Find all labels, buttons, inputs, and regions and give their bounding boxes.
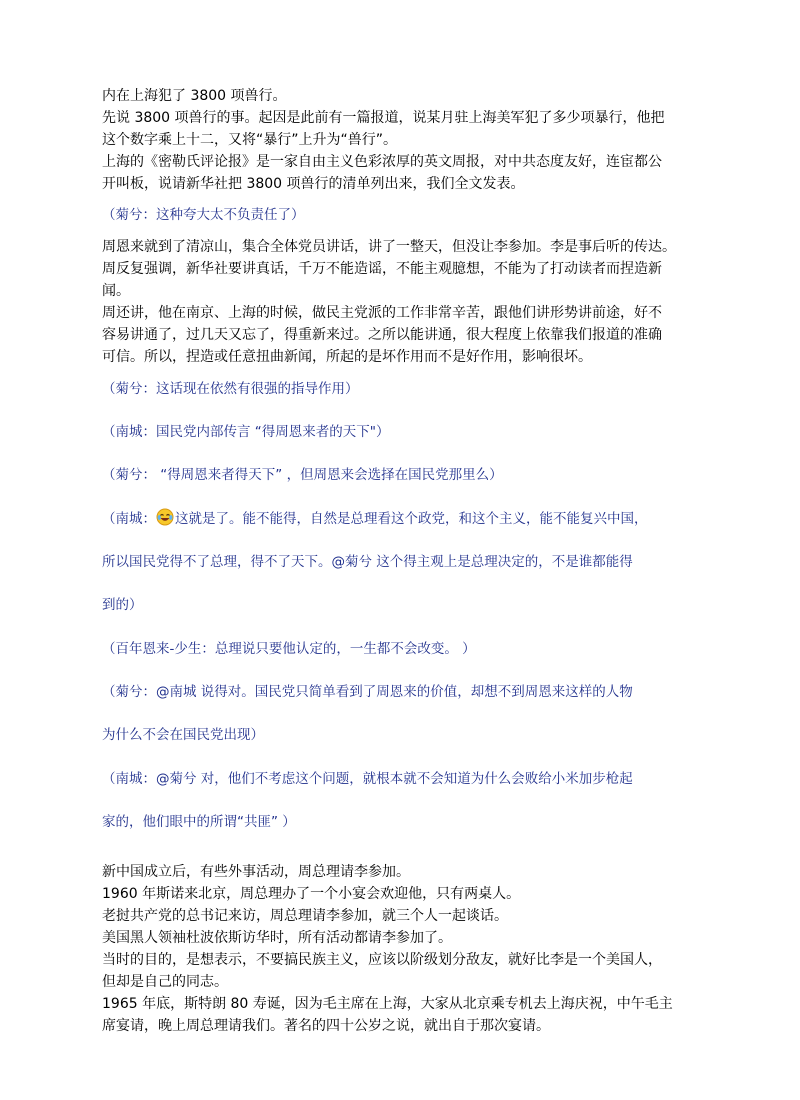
text-line: 上海的《密勒氏评论报》是一家自由主义色彩浓厚的英文周报，对中共态度友好，连宦都公: [102, 154, 662, 170]
comment-continuation: 家的，他们眼中的所谓“共匪” ）: [102, 814, 296, 830]
text-line: 1960 年斯诺来北京，周总理办了一个小宴会欢迎他，只有两桌人。: [102, 886, 521, 902]
text-line: 闻。: [102, 283, 130, 299]
text-line: 周反复强调，新华社要讲真话，千万不能造谣，不能主观臆想，不能为了打动读者而捏造新: [102, 261, 662, 277]
paragraph-3800-atrocities: [102, 85, 692, 195]
reader-comment: （南城：@菊兮 对，他们不考虑这个问题，就根本就不会知道为什么会败给小米加步枪起: [102, 771, 633, 787]
text-line: 美国黑人领袖杜波依斯访华时，所有活动都请李参加了。: [102, 930, 452, 946]
text-line: 老挝共产党的总书记来访，周总理请李参加，就三个人一起谈话。: [102, 908, 508, 924]
comment-continuation: 到的）: [102, 597, 143, 613]
comment-text: 这就是了。能不能得，自然是总理看这个政党，和这个主义，能不能复兴中国，: [175, 511, 648, 527]
text-line: 先说 3800 项兽行的事。起因是此前有一篇报道，说某月驻上海美军犯了多少项暴行，他把: [102, 110, 665, 126]
text-line: 周还讲，他在南京、上海的时候，做民主党派的工作非常辛苦，跟他们讲形势讲前途，好不: [102, 305, 662, 321]
reader-comment: （菊兮： “得周恩来者得天下” ，但周恩来会选择在国民党那里么）: [102, 467, 503, 483]
reader-comment: （菊兮：这种夸大太不负责任了）: [102, 207, 305, 223]
comment-continuation: 为什么不会在国民党出现）: [102, 727, 264, 743]
laughing-tears-emoji-icon: [156, 508, 174, 526]
text-line: 1965 年底，斯特朗 80 寿诞，因为毛主席在上海，大家从北京乘专机去上海庆祝，中午毛主: [102, 996, 673, 1012]
paragraph-zhou-speech: [102, 236, 692, 368]
reader-comment: [102, 508, 692, 530]
text-line: 新中国成立后，有些外事活动，周总理请李参加。: [102, 864, 410, 880]
reader-comment: （菊兮：@南城 说得对。国民党只简单看到了周恩来的价值，却想不到周恩来这样的人物: [102, 684, 633, 700]
text-line: 但却是自己的同志。: [102, 974, 228, 990]
reader-comment: （百年恩来-少生：总理说只要他认定的，一生都不会改变。 ）: [102, 641, 476, 657]
text-line: 容易讲通了，过几天又忘了，得重新来过。之所以能讲通，很大程度上依靠我们报道的准确: [102, 327, 662, 343]
text-line: 当时的目的，是想表示，不要搞民族主义，应该以阶级划分敌友，就好比李是一个美国人，: [102, 952, 662, 968]
text-line: 周恩来就到了清凉山，集合全体党员讲话，讲了一整天，但没让李参加。李是事后听的传达。: [102, 239, 676, 255]
comment-continuation: 所以国民党得不了总理，得不了天下。@菊兮 这个得主观上是总理决定的，不是谁都能得: [102, 554, 633, 570]
text-line: 内在上海犯了 3800 项兽行。: [102, 88, 287, 104]
text-line: 开叫板，说请新华社把 3800 项兽行的清单列出来，我们全文发表。: [102, 176, 525, 192]
paragraph-foreign-affairs: [102, 861, 692, 1037]
text-line: 席宴请，晚上周总理请我们。著名的四十公岁之说，就出自于那次宴请。: [102, 1018, 550, 1034]
reader-comment: （菊兮：这话现在依然有很强的指导作用）: [102, 381, 359, 397]
comment-prefix: （南城：: [102, 511, 156, 527]
text-line: 可信。所以，捏造或任意扭曲新闻，所起的是坏作用而不是好作用，影响很坏。: [102, 349, 592, 365]
text-line: 这个数字乘上十二，又将“暴行”上升为“兽行”。: [102, 132, 398, 148]
reader-comment: （南城：国民党内部传言 “得周恩来者的天下"）: [102, 424, 390, 440]
